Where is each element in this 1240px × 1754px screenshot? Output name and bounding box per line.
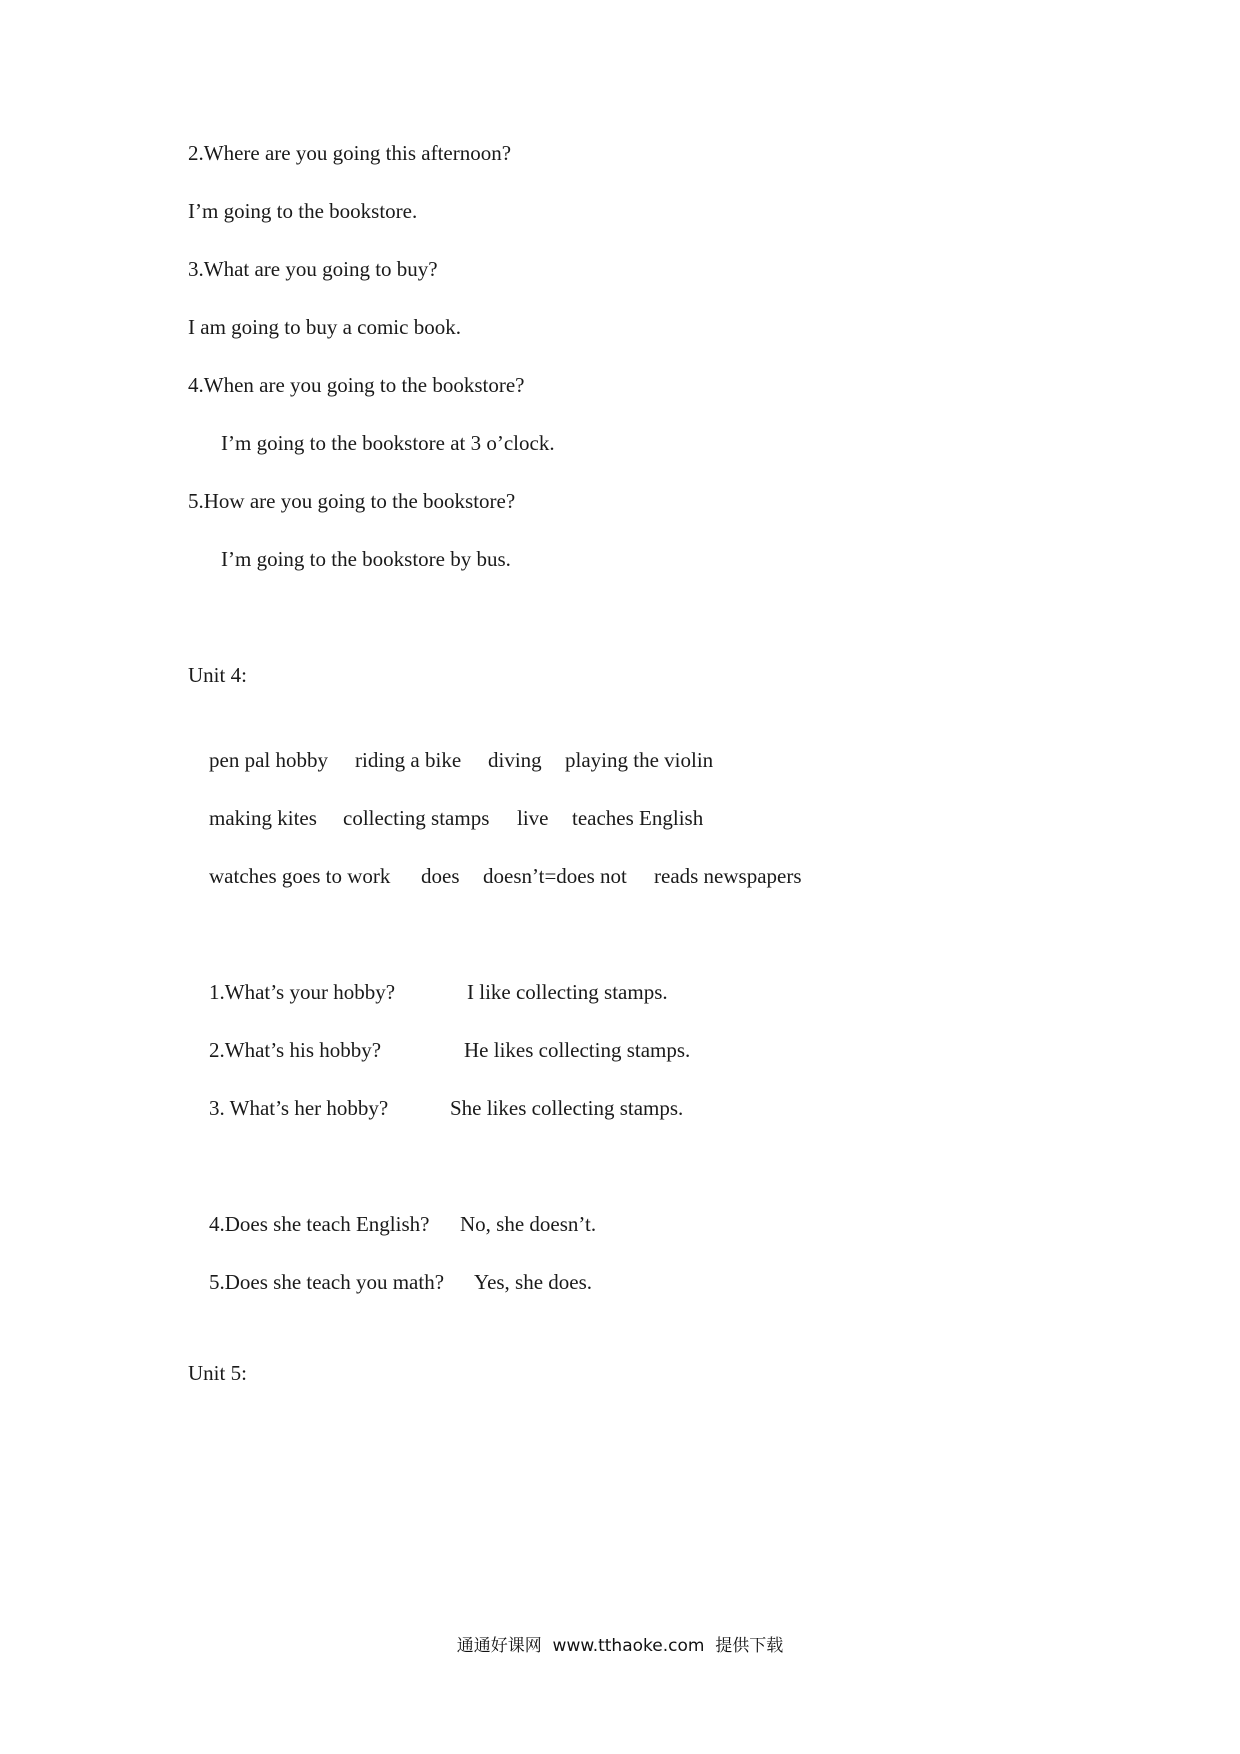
- qa-answer: She likes collecting stamps.: [450, 1096, 684, 1120]
- unit-5-heading: Unit 5:: [188, 1361, 247, 1385]
- vocab-item: watches goes to work: [209, 864, 391, 888]
- qa-question: 2.What’s his hobby?: [209, 1038, 382, 1062]
- question-5: 5.How are you going to the bookstore?: [188, 489, 516, 513]
- qa-question: 5.Does she teach you math?: [209, 1270, 445, 1294]
- vocab-item: collecting stamps: [343, 806, 490, 830]
- question-4: 4.When are you going to the bookstore?: [188, 373, 525, 397]
- qa-row-5: [188, 1243, 592, 1321]
- qa-question: 1.What’s your hobby?: [209, 980, 396, 1004]
- answer-2: I’m going to the bookstore.: [188, 199, 418, 223]
- vocab-item: playing the violin: [565, 748, 714, 772]
- vocab-item: diving: [488, 748, 542, 772]
- vocab-item: reads newspapers: [654, 864, 802, 888]
- vocab-item: does: [421, 864, 460, 888]
- vocab-item: live: [517, 806, 549, 830]
- qa-answer: Yes, she does.: [474, 1270, 593, 1294]
- qa-answer: I like collecting stamps.: [467, 980, 668, 1004]
- qa-row-3: [188, 1069, 683, 1147]
- vocab-line-3: [188, 837, 802, 915]
- qa-answer: No, she doesn’t.: [460, 1212, 597, 1236]
- vocab-item: teaches English: [572, 806, 704, 830]
- qa-question: 4.Does she teach English?: [209, 1212, 430, 1236]
- footer-credit: 通通好课网 www.tthaoke.com 提供下载: [456, 1636, 784, 1656]
- question-2: 2.Where are you going this afternoon?: [188, 141, 512, 165]
- qa-answer: He likes collecting stamps.: [464, 1038, 691, 1062]
- unit-4-heading: Unit 4:: [188, 663, 247, 687]
- question-3: 3.What are you going to buy?: [188, 257, 438, 281]
- answer-4: I’m going to the bookstore at 3 o’clock.: [221, 431, 555, 455]
- qa-question: 3. What’s her hobby?: [209, 1096, 389, 1120]
- vocab-item: pen pal hobby: [209, 748, 328, 772]
- answer-5: I’m going to the bookstore by bus.: [221, 547, 511, 571]
- answer-3: I am going to buy a comic book.: [188, 315, 461, 339]
- vocab-item: doesn’t=does not: [483, 864, 627, 888]
- vocab-item: making kites: [209, 806, 317, 830]
- vocab-item: riding a bike: [355, 748, 462, 772]
